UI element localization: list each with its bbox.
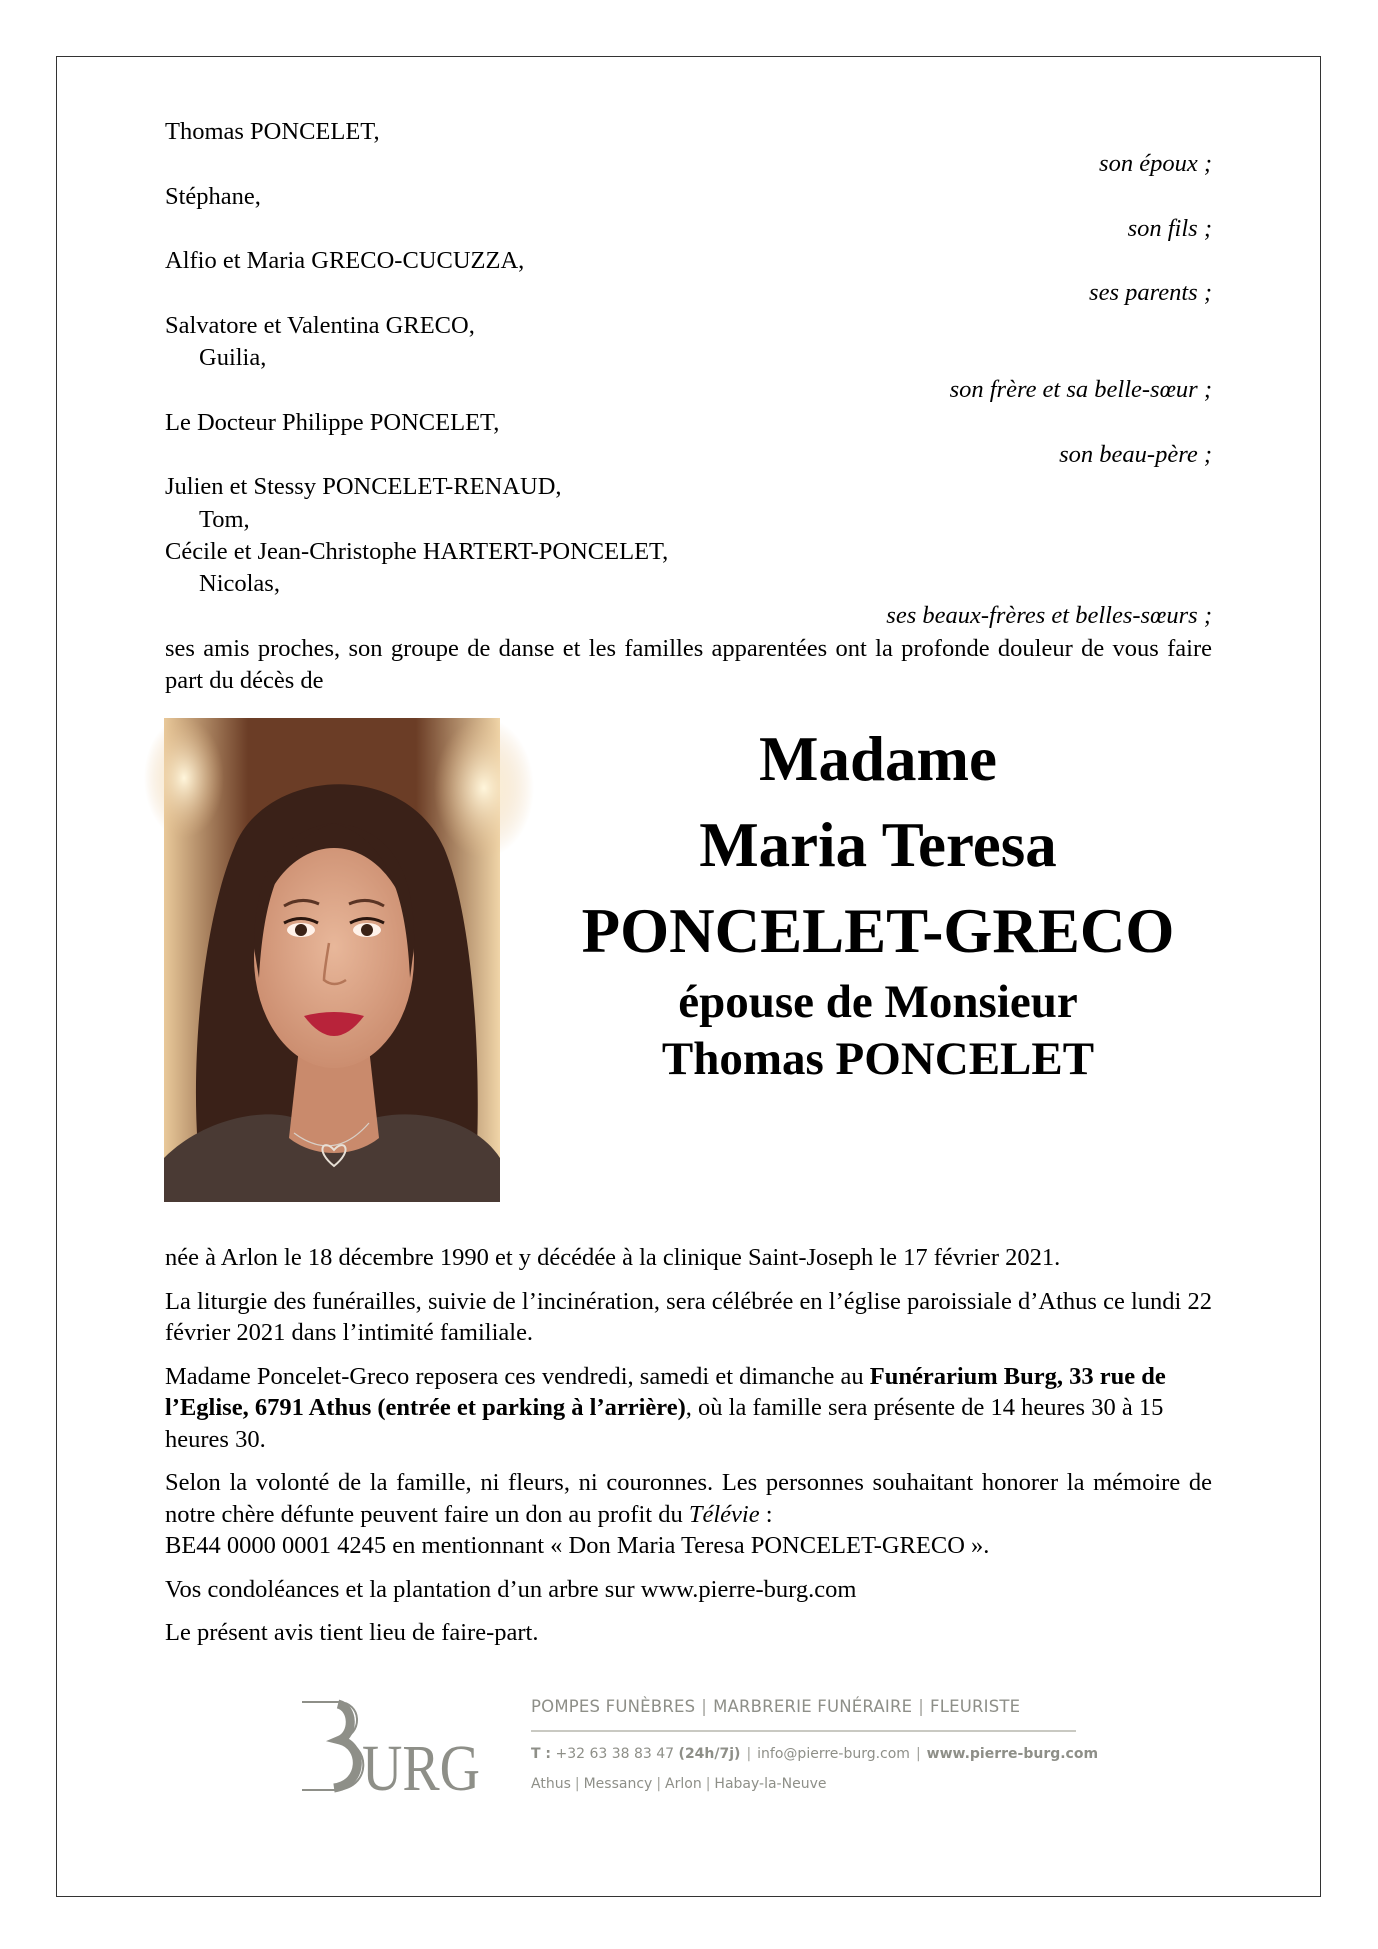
contact-line: T : +32 63 38 83 47 (24h/7j) | info@pierre-burg.com | www.pierre-burg.com — [531, 1745, 1099, 1762]
charity-name: Télévie — [688, 1500, 760, 1528]
condolences-line: Vos condoléances et la plantation d’un arbre sur www.pierre-burg.com — [165, 1575, 857, 1603]
spouse-line-1: épouse de Monsieur — [678, 976, 1078, 1028]
deceased-name-block — [540, 716, 1216, 1088]
locations-line: Athus | Messancy | Arlon | Habay-la-Neuve — [531, 1775, 827, 1792]
burg-logo-mark — [300, 1700, 482, 1805]
donation-account: BE44 0000 0001 4245 en mentionnant « Don Maria Teresa PONCELET-GRECO ». — [165, 1532, 990, 1559]
family-relation: son fils ; — [1127, 214, 1212, 242]
deceased-title: Madame — [759, 724, 997, 794]
service-item: MARBRERIE FUNÉRAIRE — [713, 1697, 913, 1716]
phone-hours: (24h/7j) — [678, 1745, 741, 1762]
footer-contact — [531, 1693, 1099, 1798]
notice-line: Le présent avis tient lieu de faire-part. — [165, 1619, 539, 1646]
footer-divider — [531, 1730, 1076, 1732]
deceased-surname: PONCELET-GRECO — [581, 896, 1175, 966]
visitation-prefix: Madame Poncelet-Greco reposera ces vendredi, samedi et dimanche au — [165, 1362, 870, 1390]
family-member: Stéphane, — [165, 182, 261, 210]
family-member: Thomas PONCELET, — [165, 118, 380, 145]
spouse-line-2: Thomas PONCELET — [661, 1033, 1095, 1085]
wishes-prefix: Selon la volonté de la famille, ni fleurs, ni couronnes. Les personnes souhaitant honorer la mémoire de notre chère défunte peuvent faire un don au profit du — [165, 1469, 1212, 1528]
funerarium-address: Funérarium Burg, 33 rue de l’Eglise, 6791 Athus (entrée et parking à l’arrière) — [165, 1362, 1166, 1421]
family-member-child: Guilia, — [199, 344, 267, 372]
services-line: POMPES FUNÈBRES | MARBRERIE FUNÉRAIRE | FLEURISTE — [531, 1697, 1021, 1716]
logo-lettering: URG — [362, 1732, 480, 1805]
family-member-child: Tom, — [199, 505, 250, 533]
service-item: POMPES FUNÈBRES — [531, 1697, 696, 1716]
service-item: FLEURISTE — [930, 1697, 1021, 1716]
website-link[interactable]: www.pierre-burg.com — [926, 1745, 1099, 1762]
wishes-suffix: : — [759, 1500, 773, 1528]
deceased-first-names: Maria Teresa — [699, 810, 1057, 880]
location-item: Habay-la-Neuve — [714, 1775, 827, 1792]
family-member: Alfio et Maria GRECO-CUCUZZA, — [165, 247, 525, 275]
family-member: Salvatore et Valentina GRECO, — [165, 311, 475, 339]
notice-body — [165, 1242, 1212, 1661]
family-relation: son beau-père ; — [1059, 440, 1212, 468]
burg-logo — [300, 1700, 482, 1805]
family-relation: ses parents ; — [1089, 279, 1212, 307]
email-link[interactable]: info@pierre-burg.com — [757, 1745, 910, 1762]
visitation-suffix: , où la famille sera présente de 14 heures 30 à 15 heures 30. — [165, 1394, 1164, 1453]
announcement-intro: ses amis proches, son groupe de danse et les familles apparentées ont la profonde douleur de vous faire part du décès de — [165, 634, 1212, 695]
birth-death-paragraph: née à Arlon le 18 décembre 1990 et y décédée à la clinique Saint-Joseph le 17 février 2021. — [165, 1244, 1061, 1271]
family-relation: ses beaux-frères et belles-sœurs ; — [886, 602, 1212, 630]
location-item: Athus — [531, 1775, 571, 1792]
family-member: Le Docteur Philippe PONCELET, — [165, 408, 500, 436]
liturgy-paragraph: La liturgie des funérailles, suivie de l’incinération, sera célébrée en l’église paroissiale d’Athus ce lundi 22 février 2021 dans l’intimité familiale. — [165, 1287, 1212, 1346]
family-member: Julien et Stessy PONCELET-RENAUD, — [165, 473, 562, 501]
family-relation: son époux ; — [1099, 150, 1212, 178]
phone-number[interactable]: +32 63 38 83 47 — [555, 1745, 675, 1762]
phone-label: T : — [531, 1745, 552, 1762]
location-item: Messancy — [583, 1775, 653, 1792]
family-relation: son frère et sa belle-sœur ; — [949, 376, 1212, 404]
portrait-image — [164, 718, 500, 1202]
location-item: Arlon — [665, 1775, 702, 1792]
family-member-child: Nicolas, — [199, 570, 280, 598]
family-list — [165, 116, 1212, 697]
portrait-photo — [164, 718, 500, 1202]
family-member: Cécile et Jean-Christophe HARTERT-PONCELET, — [165, 537, 669, 565]
visitation-paragraph — [165, 1361, 1212, 1456]
wishes-paragraph — [165, 1467, 1212, 1530]
